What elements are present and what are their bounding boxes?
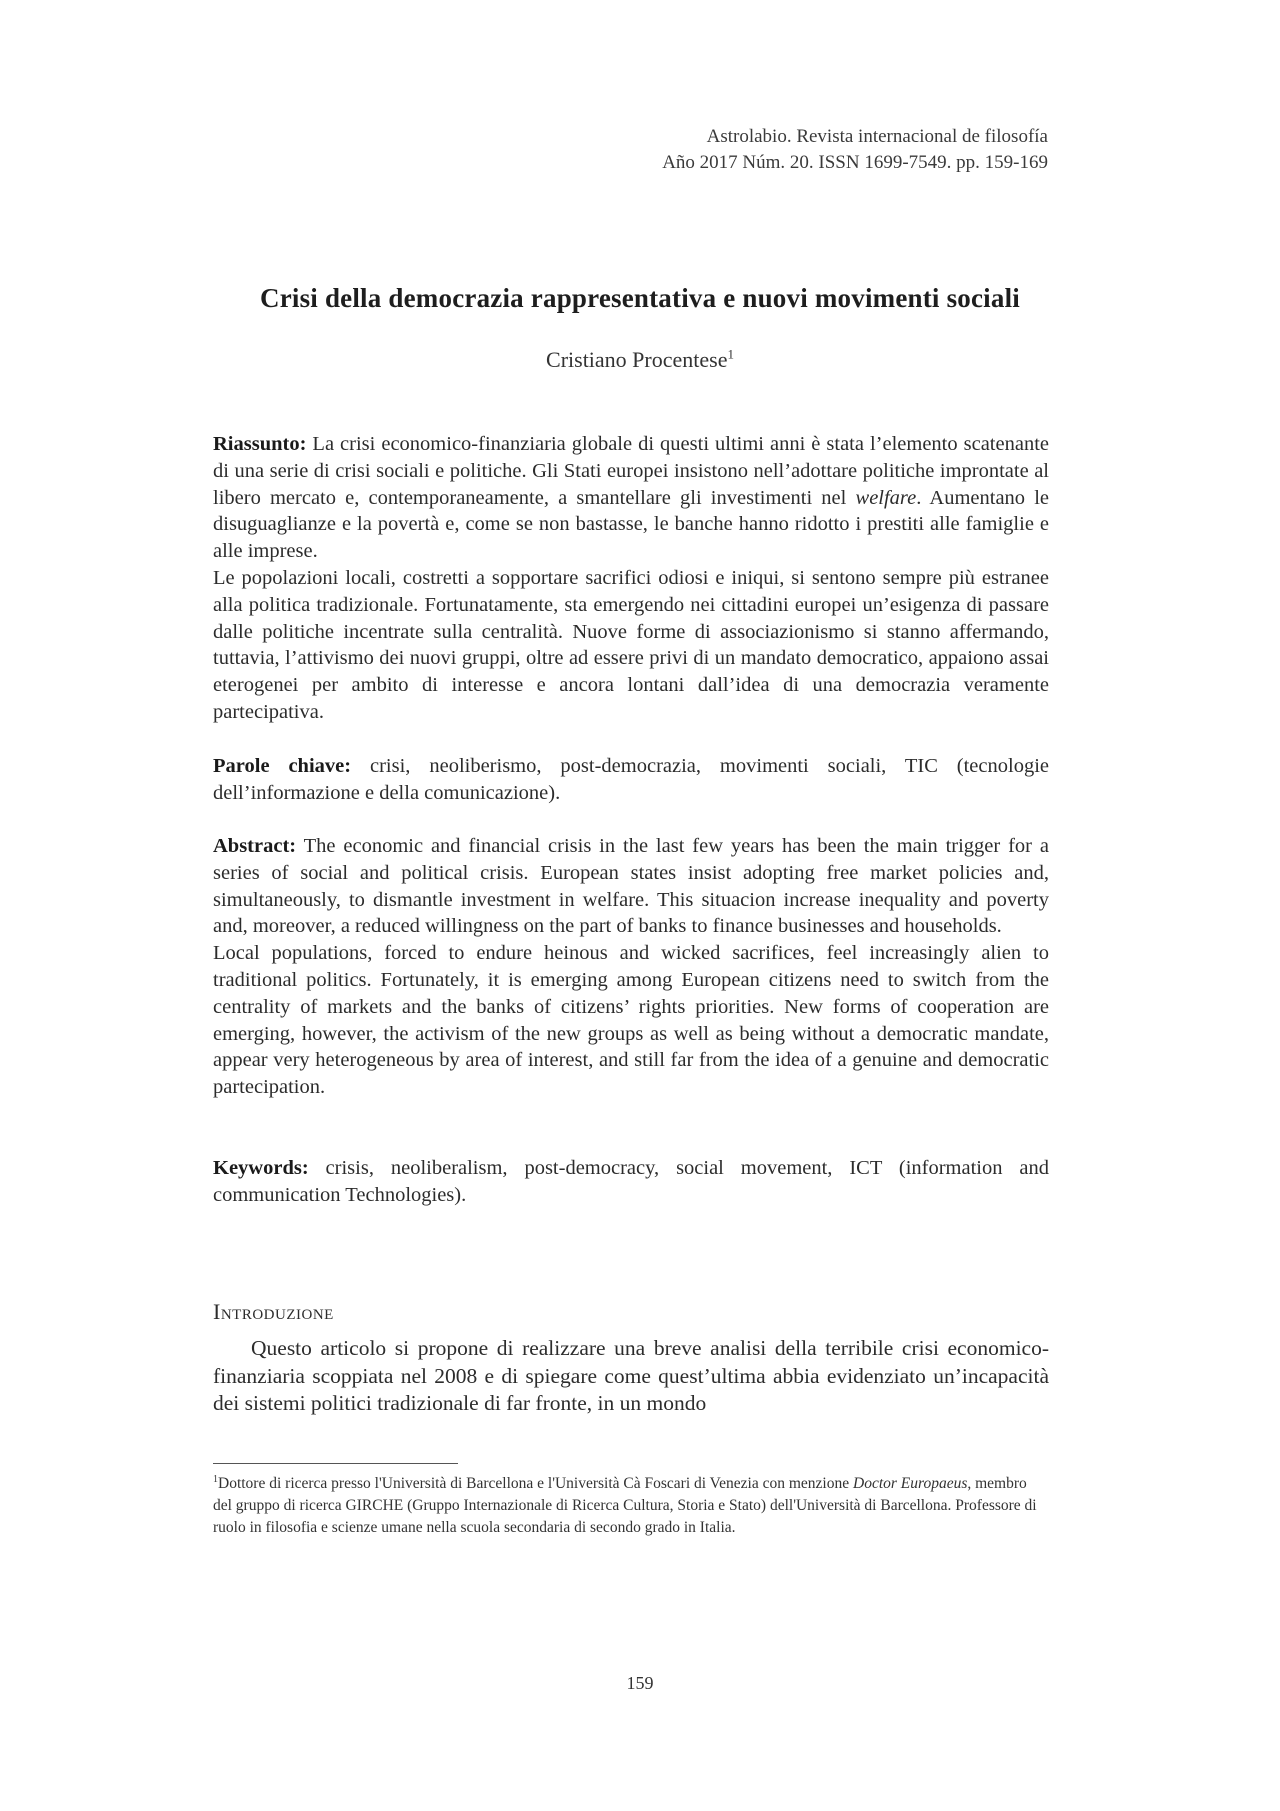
- riassunto-paragraph-1: [213, 431, 1049, 565]
- abstract-label: Abstract:: [213, 835, 297, 857]
- article-title: Crisi della democrazia rappresentativa e nuovi movimenti sociali: [260, 283, 1020, 313]
- journal-issue: Año 2017 Núm. 20. ISSN 1699-7549. pp. 159-169: [662, 152, 1048, 173]
- parole-chiave-text: crisi, neoliberismo, post-democrazia, movimenti sociali, TIC (tecnologie dell’informazione e della comunicazione).: [213, 755, 1049, 804]
- footnote-emphasis: Doctor Europaeus: [853, 1475, 968, 1492]
- riassunto-text-a: La crisi economico-finanziaria globale di questi ultimi anni è stata l’elemento scatenante di una serie di crisi sociali e politiche. Gli Stati europei insistono nell’adottare politiche improntate al libero mercato e, contemporaneamente, a smantellare gli investimenti nel: [213, 433, 1049, 509]
- riassunto-text-b: . Aumentano le disuguaglianze e la povertà e, come se non bastasse, le banche hanno ridotto i prestiti alle famiglie e alle imprese.: [213, 486, 1049, 563]
- author-name: Cristiano Procentese: [546, 347, 728, 372]
- keywords-label: Keywords:: [213, 1157, 309, 1179]
- footnote: [213, 1473, 1049, 1539]
- abstract-paragraph-2: Local populations, forced to endure heinous and wicked sacrifices, feel increasingly alien to traditional politics. Fortunately, it is emerging among European citizens need to switch from the centrality of markets and the banks of citizens’ rights priorities. New forms of cooperation are emerging, however, the activism of the new groups as well as being without a democratic mandate, appear very heterogeneous by area of interest, and still far from the idea of a genuine and democratic partecipation.: [213, 942, 1049, 1099]
- article-author: [0, 347, 1280, 373]
- journal-name: Astrolabio. Revista internacional de filosofía: [706, 126, 1048, 147]
- footnote-text-a: Dottore di ricerca presso l'Università di Barcellona e l'Università Cà Foscari di Venezia con menzione: [218, 1475, 853, 1492]
- parole-chiave-section: [213, 753, 1049, 807]
- section-heading-introduzione: Introduzione: [213, 1299, 334, 1324]
- riassunto-label: Riassunto:: [213, 433, 307, 455]
- author-footnote-mark: 1: [727, 346, 734, 362]
- abstract-paragraph-1: [213, 833, 1049, 940]
- journal-header: [662, 124, 1048, 176]
- parole-chiave-label: Parole chiave:: [213, 755, 352, 777]
- page-number: 159: [626, 1673, 654, 1693]
- parole-chiave-paragraph: [213, 753, 1049, 807]
- keywords-section: [213, 1155, 1049, 1209]
- keywords-text: crisis, neoliberalism, post-democracy, social movement, ICT (information and communication Technologies).: [213, 1157, 1049, 1206]
- abstract-text-1: The economic and financial crisis in the last few years has been the main trigger for a series of social and political crisis. European states insist adopting free market policies and, simultaneously, to dismantle investment in welfare. This situacion increase inequality and poverty and, moreover, a reduced willingness on the part of banks to finance businesses and households.: [213, 835, 1049, 938]
- introduzione-paragraph: Questo articolo si propone di realizzare una breve analisi della terribile crisi economico-finanziaria scoppiata nel 2008 e di spiegare come quest’ultima abbia evidenziato un’incapacità dei sistemi politici tradizionale di far fronte, in un mondo: [213, 1336, 1049, 1415]
- riassunto-section: [213, 431, 1049, 726]
- riassunto-paragraph-2: Le popolazioni locali, costretti a sopportare sacrifici odiosi e iniqui, si sentono sempre più estranee alla politica tradizionale. Fortunatamente, sta emergendo nei cittadini europei un’esigenza di passare dalle politiche incentrate sulla centralità. Nuove forme di associazionismo si stanno affermando, tuttavia, l’attivismo dei nuovi gruppi, oltre ad essere privi di un mandato democratico, appaiono assai eterogenei per ambito di interesse e ancora lontani dall’idea di una democrazia veramente partecipativa.: [213, 566, 1049, 723]
- footnote-mark: 1: [213, 1473, 218, 1485]
- abstract-section: [213, 833, 1049, 1101]
- keywords-paragraph: [213, 1155, 1049, 1209]
- riassunto-emphasis: welfare: [855, 486, 917, 509]
- footnote-divider: [213, 1463, 458, 1464]
- footnote-text-b: , membro del gruppo di ricerca GIRCHE (Gruppo Internazionale di Ricerca Cultura, Storia e Stato) dell'Università di Barcellona. Professore di ruolo in filosofia e scienze umane nella scuola secondaria di secondo grado in Italia.: [213, 1475, 1037, 1536]
